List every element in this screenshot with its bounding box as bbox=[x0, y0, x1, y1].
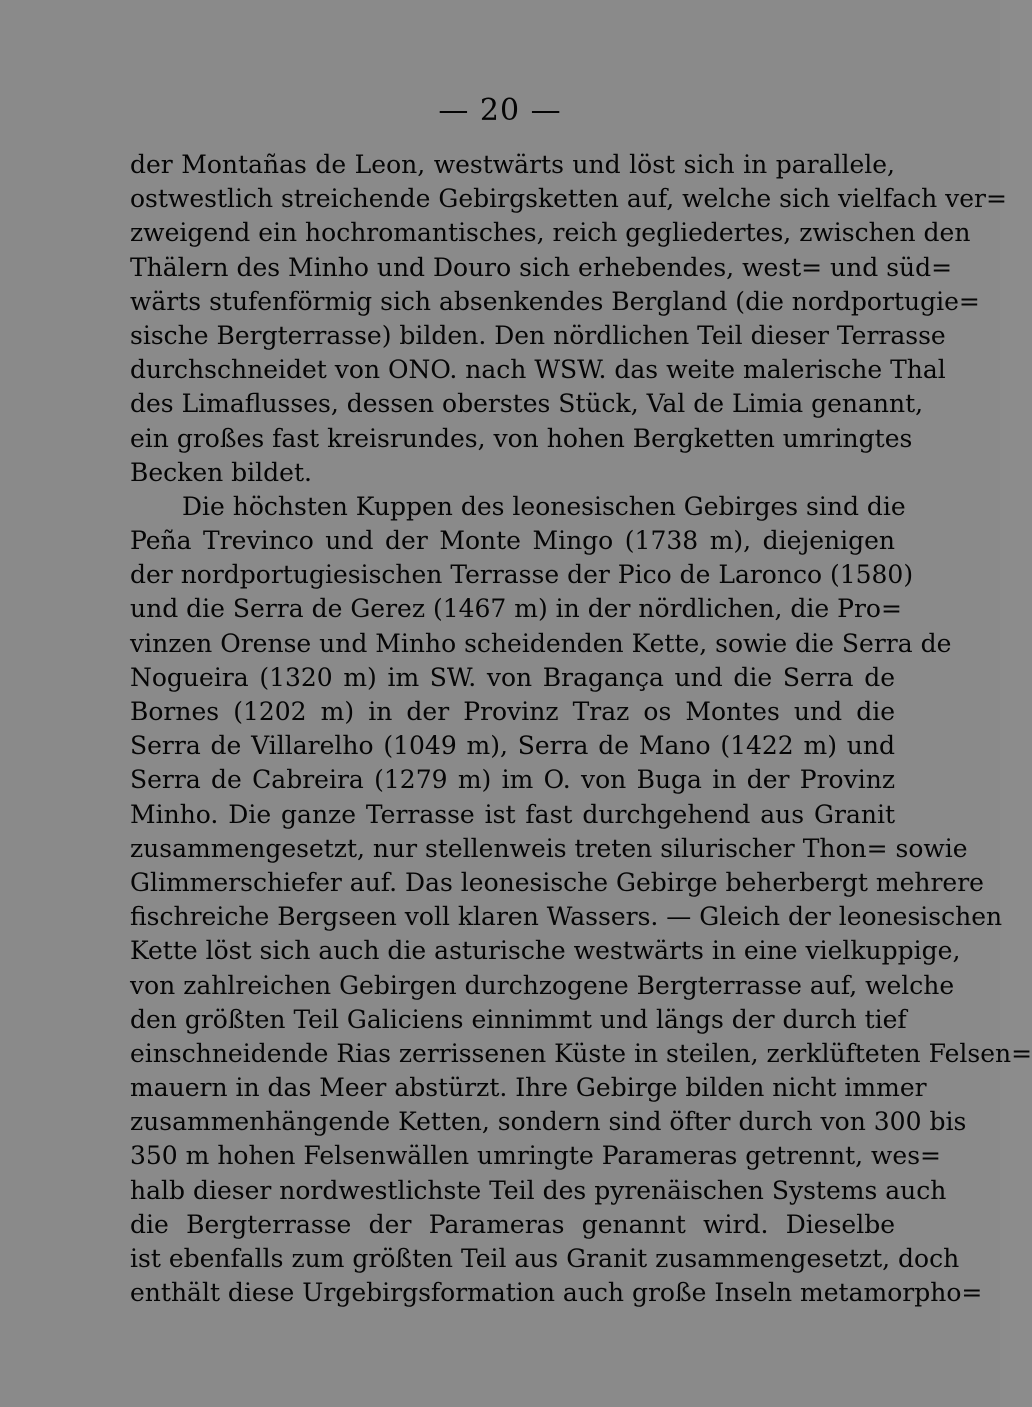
text-line: wärts stufenförmig sich absenkendes Bergland (die nordportugie= bbox=[130, 286, 980, 316]
text-line: und die Serra de Gerez (1467 m) in der nördlichen, die Pro= bbox=[130, 594, 902, 624]
text-line: sische Bergterrasse) bilden. Den nördlichen Teil dieser Terrasse bbox=[130, 320, 946, 350]
text-line: die Bergterrasse der Parameras genannt wird. Dieselbe bbox=[130, 1209, 895, 1239]
text-line: von zahlreichen Gebirgen durchzogene Bergterrasse auf, welche bbox=[130, 970, 955, 1000]
text-line: Peña Trevinco und der Monte Mingo (1738 m), diejenigen bbox=[130, 526, 895, 556]
text-line: Kette löst sich auch die asturische westwärts in eine vielkuppige, bbox=[130, 936, 961, 966]
text-line: Serra de Cabreira (1279 m) im O. von Buga in der Provinz bbox=[130, 765, 895, 795]
text-line: vinzen Orense und Minho scheidenden Kette, sowie die Serra de bbox=[130, 628, 952, 658]
text-line: des Limaflusses, dessen oberstes Stück, Val de Limia genannt, bbox=[130, 389, 924, 419]
text-line: Bornes (1202 m) in der Provinz Traz os Montes und die bbox=[130, 697, 895, 726]
text-line: ein großes fast kreisrundes, von hohen Bergketten umringtes bbox=[130, 423, 913, 453]
text-line: fischreiche Bergseen voll klaren Wassers. — Gleich der leonesischen bbox=[130, 902, 1003, 932]
text-line: ostwestlich streichende Gebirgsketten auf, welche sich vielfach ver= bbox=[130, 184, 1007, 214]
page-number: — 20 — bbox=[438, 93, 562, 128]
text-line: mauern in das Meer abstürzt. Ihre Gebirge bilden nicht immer bbox=[130, 1073, 927, 1103]
text-line: Die höchsten Kuppen des leonesischen Gebirges sind die bbox=[182, 491, 906, 521]
text-line: der nordportugiesischen Terrasse der Pico de Laronco (1580) bbox=[130, 560, 914, 590]
text-line: Nogueira (1320 m) im SW. von Bragança und die Serra de bbox=[130, 662, 895, 692]
text-line: einschneidende Rias zerrissenen Küste in steilen, zerklüfteten Felsen= bbox=[130, 1038, 1032, 1068]
body-text bbox=[130, 148, 1032, 1310]
text-line: der Montañas de Leon, westwärts und löst sich in parallele, bbox=[130, 150, 895, 179]
text-line: durchschneidet von ONO. nach WSW. das weite malerische Thal bbox=[130, 355, 946, 385]
text-line: zweigend ein hochromantisches, reich gegliedertes, zwischen den bbox=[130, 218, 971, 248]
text-line: 350 m hohen Felsenwällen umringte Parameras getrennt, wes= bbox=[130, 1141, 941, 1171]
text-line: ist ebenfalls zum größten Teil aus Granit zusammengesetzt, doch bbox=[130, 1244, 960, 1273]
text-line: halb dieser nordwestlichste Teil des pyrenäischen Systems auch bbox=[130, 1175, 947, 1205]
text-line: zusammengesetzt, nur stellenweis treten silurischer Thon= sowie bbox=[130, 833, 968, 863]
text-line: Thälern des Minho und Douro sich erhebendes, west= und süd= bbox=[130, 252, 953, 282]
text-line: Glimmerschiefer auf. Das leonesische Gebirge beherbergt mehrere bbox=[130, 867, 984, 897]
text-line: den größten Teil Galiciens einnimmt und längs der durch tief bbox=[130, 1004, 907, 1034]
text-line: enthält diese Urgebirgsformation auch große Inseln metamorpho= bbox=[130, 1278, 983, 1308]
text-line: Becken bildet. bbox=[130, 457, 312, 487]
text-line: Serra de Villarelho (1049 m), Serra de Mano (1422 m) und bbox=[130, 731, 895, 761]
text-line: zusammenhängende Ketten, sondern sind öfter durch von 300 bis bbox=[130, 1107, 967, 1137]
text-line: Minho. Die ganze Terrasse ist fast durchgehend aus Granit bbox=[130, 799, 895, 829]
